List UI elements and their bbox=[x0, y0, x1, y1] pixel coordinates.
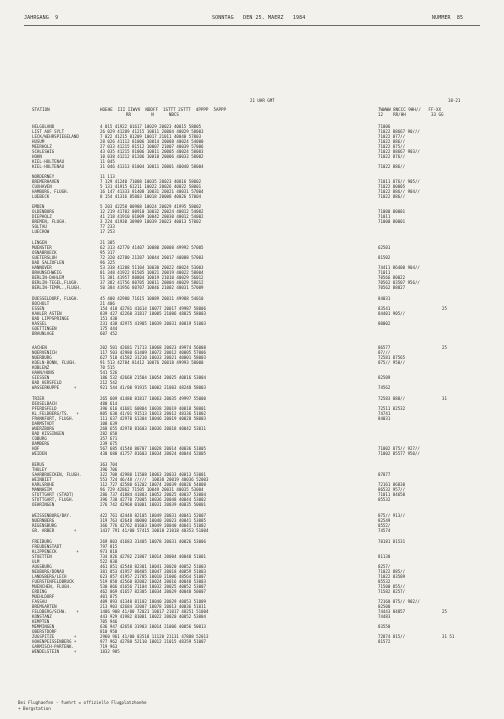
station-codes: 522 838 bbox=[100, 559, 118, 564]
station-codes: 7 129 41240 71008 10035 20023 40016 58002 bbox=[100, 179, 202, 184]
weather-groups: 84031 bbox=[378, 296, 391, 301]
station-codes: 21 305 bbox=[100, 240, 115, 245]
station-name: KL.FELDBERG/TS. + bbox=[32, 411, 79, 416]
time-row bbox=[0, 98, 504, 103]
station-name: STUTTGART, FLUGH. bbox=[32, 497, 74, 502]
weather-groups: 71002 85577 950// bbox=[378, 451, 420, 456]
station-codes: 322 708 42980 11508 10063 20033 40013 53001 bbox=[100, 472, 206, 477]
column-station: STATION bbox=[32, 107, 50, 112]
station-codes: 462 869 41657 82305 10034 20029 40048 50007 bbox=[100, 589, 206, 594]
weather-groups: 82500 bbox=[378, 604, 391, 609]
station-codes: 41 218 41910 01009 10042 20030 40012 54002 bbox=[100, 214, 204, 219]
station-name: LIST AUF SYLT bbox=[32, 129, 65, 134]
column-codes: HOEHE III IIWVV NDDFF 1STTT 2STTT 4PPPP 5APPP bbox=[100, 107, 227, 112]
station-name: KONSTANZ bbox=[32, 614, 52, 619]
station-codes: 396 706 bbox=[100, 467, 118, 472]
station-name: BAD HERSFELD bbox=[32, 380, 62, 385]
station-name: ERDING bbox=[32, 589, 47, 594]
station-codes: 154 410 42781 41614 10077 20017 49987 58006 bbox=[100, 306, 206, 311]
station-name: REGENSBURG bbox=[32, 523, 57, 528]
station-codes: 541 526 bbox=[100, 370, 118, 375]
station-codes: 366 776 42762 81603 10049 20040 40041 51002 bbox=[100, 523, 206, 528]
station-codes: 1486 908 41/00 72021 10017 21017 48251 51004 bbox=[100, 609, 209, 614]
station-codes: 7 022 41215 81209 10017 21011 40040 57003 bbox=[100, 134, 202, 139]
station-codes: 37 382 41756 80705 10011 20004 40029 58012 bbox=[100, 280, 204, 285]
station-codes: 45 400 42980 71615 10089 20011 49988 54010 bbox=[100, 296, 204, 301]
station-name: KLIPPENECK + bbox=[32, 549, 79, 554]
station-codes: 77 233 bbox=[100, 224, 115, 229]
weather-groups: 72160 875// 902// bbox=[378, 599, 420, 604]
weather-groups: 71022 886// bbox=[378, 164, 406, 169]
station-codes: 636 947 42658 31903 10014 21006 40056 50013 bbox=[100, 624, 206, 629]
station-row bbox=[0, 194, 504, 199]
station-name: OLDENBURG bbox=[32, 209, 55, 214]
column-header-2 bbox=[0, 112, 504, 117]
station-name: COBURG bbox=[32, 436, 47, 441]
weather-groups: 72583 888// bbox=[378, 396, 406, 401]
station-row bbox=[0, 285, 504, 290]
weather-groups: 87877 bbox=[378, 472, 391, 477]
station-row bbox=[0, 502, 504, 507]
station-codes: 11 045 bbox=[100, 159, 115, 164]
station-name: HELGOLAND bbox=[32, 124, 55, 129]
station-name: BOCHOLT bbox=[32, 301, 50, 306]
weather-groups: 71022 885// bbox=[378, 569, 406, 574]
station-codes: 396 616 41681 60804 10038 20019 40018 58001 bbox=[100, 406, 206, 411]
weather-groups: 71022 886// bbox=[378, 194, 406, 199]
station-codes: 443 929 41982 81001 10022 20020 40052 53004 bbox=[100, 614, 206, 619]
station-name: LECK/WEHRSPIEGELAND bbox=[32, 134, 79, 139]
station-name: WEISSENBURG/BAY. bbox=[32, 513, 72, 518]
station-codes: 839 427 42260 31817 10005 21006 48825 58003 bbox=[100, 311, 206, 316]
weather-groups: 74443 84857 bbox=[378, 609, 406, 614]
station-name: HOHENPEISSENBERG + bbox=[32, 639, 77, 644]
station-codes: 5 131 41915 61211 10022 20026 40022 58001 bbox=[100, 184, 202, 189]
weather-groups: 82549 bbox=[378, 518, 391, 523]
weather-groups: 71500 855// bbox=[378, 584, 406, 589]
station-codes: 12 219 41702 00910 10032 20024 40012 54002 bbox=[100, 209, 204, 214]
station-name: MEMMINGEN bbox=[32, 624, 55, 629]
weather-groups: 81572 bbox=[378, 639, 391, 644]
station-codes: 1437 791 41/00 57415 10018 21018 48353 51004 bbox=[100, 528, 209, 533]
station-name: GARMISCH-PARTENK. bbox=[32, 644, 74, 649]
station-name: BREMEN, FLUGH. bbox=[32, 219, 67, 224]
station-name: STOETTEN bbox=[32, 554, 52, 559]
station-codes: 8 154 41316 85803 10018 20008 40026 57004 bbox=[100, 194, 202, 199]
weather-groups: 80002 bbox=[378, 321, 391, 326]
weather-groups: 85532 bbox=[378, 497, 391, 502]
weather-groups: 82509 bbox=[378, 375, 391, 380]
weather-groups: 71022 80005 bbox=[378, 184, 406, 189]
station-name: LANDSBERG/LECH bbox=[32, 574, 67, 579]
station-name: BERLIN-DAHLEM bbox=[32, 275, 65, 280]
weather-groups: 84401 905// bbox=[378, 311, 406, 316]
station-row bbox=[0, 164, 504, 169]
weather-groups: 85532 bbox=[378, 579, 391, 584]
volume-label: JAHRGANG 9 bbox=[24, 15, 59, 21]
station-name: HOF bbox=[32, 446, 40, 451]
station-name: PFERDSFELD bbox=[32, 406, 57, 411]
station-name: BAD KISSINGEN bbox=[32, 431, 65, 436]
station-codes: 461 851 42540 82301 10041 20020 40052 51003 bbox=[100, 564, 206, 569]
station-codes: 480 614 bbox=[100, 401, 118, 406]
station-name: NORDERNEY bbox=[32, 174, 55, 179]
weather-groups: 86532 957// bbox=[378, 487, 406, 492]
station-name: AACHEN bbox=[32, 345, 47, 350]
station-codes: 70 515 bbox=[100, 365, 115, 370]
weather-groups: 71006 bbox=[378, 124, 391, 129]
station-codes: 186 532 42668 21504 10054 20025 40016 53004 bbox=[100, 375, 206, 380]
station-codes: 627 510 41582 31210 10033 20021 40001 58003 bbox=[100, 355, 206, 360]
time-range: 18-21 bbox=[448, 98, 461, 103]
station-name: BERLIN-TEMPL.,FLUGH. bbox=[32, 285, 82, 290]
station-codes: 96 325 bbox=[100, 260, 115, 265]
weather-groups: 72581 87565 bbox=[378, 355, 406, 360]
weather-groups: 83550 bbox=[378, 624, 391, 629]
column-weather: 7WWWW 8NCCC 9HH// FF-XX bbox=[378, 107, 442, 112]
station-codes: 3 224 41930 30909 10039 20023 40013 57002 bbox=[100, 219, 202, 224]
station-codes: 265 609 41480 81817 10063 20035 49997 55000 bbox=[100, 396, 206, 401]
station-name: THOLEY bbox=[32, 467, 47, 472]
station-name: BAD LIPPSPRINGE bbox=[32, 316, 69, 321]
station-name: KEMPTEN bbox=[32, 619, 50, 624]
footer-legend: + Bergstation bbox=[18, 706, 51, 711]
station-name: DUESSELDORF, FLUGH. bbox=[32, 296, 79, 301]
weather-groups: 71011 84650 bbox=[378, 492, 406, 497]
weather-groups: 71022 876// bbox=[378, 154, 406, 159]
station-name: ULM bbox=[32, 559, 40, 564]
weather-groups: 71022 877// bbox=[378, 134, 406, 139]
weather-groups: 72511 82532 bbox=[378, 406, 406, 411]
station-codes: 269 803 41683 31405 10078 20031 40026 53006 bbox=[100, 539, 206, 544]
station-codes: 31 046 41313 81004 10011 20001 40040 58004 bbox=[100, 164, 204, 169]
station-codes: 111 637 42970 61304 10046 20019 40028 58003 bbox=[100, 416, 206, 421]
station-name: WEINBIET bbox=[32, 477, 52, 482]
station-name: GR. ARBER + bbox=[32, 528, 77, 533]
gust-value: 25 bbox=[442, 345, 447, 350]
station-name: FREIBURG bbox=[32, 539, 52, 544]
weather-groups: 70562 83507 956// bbox=[378, 280, 420, 285]
weather-groups: 74562 bbox=[378, 385, 391, 390]
station-codes: 286 737 41884 41803 10052 20025 40037 53004 bbox=[100, 492, 206, 497]
station-codes: 231 438 42975 41905 10039 20031 40019 51003 bbox=[100, 321, 206, 326]
station-codes: 734 826 42782 21807 10014 20004 40040 51001 bbox=[100, 554, 206, 559]
station-name: MUENCHEN, FLUGH. bbox=[32, 584, 72, 589]
station-name: KARLSRUHE bbox=[32, 482, 55, 487]
weather-groups: 875// 913// bbox=[378, 513, 406, 518]
weather-groups: 87/// bbox=[378, 350, 391, 355]
station-name: KOBLENZ bbox=[32, 365, 50, 370]
station-name: DARMSTADT bbox=[32, 421, 55, 426]
weather-groups: 71000 80001 bbox=[378, 219, 406, 224]
station-name: FUERSTENFELDBRUCK bbox=[32, 579, 74, 584]
weather-groups: 71022 886// bbox=[378, 139, 406, 144]
station-codes: 51 381 41957 80804 10019 21010 40029 56012 bbox=[100, 275, 204, 280]
station-row bbox=[0, 528, 504, 533]
gust-value: 25 bbox=[442, 609, 447, 614]
station-name: HANNOVER bbox=[32, 265, 52, 270]
station-name: TRIER bbox=[32, 396, 45, 401]
station-codes: 28 026 41112 81006 10014 20008 40024 54000 bbox=[100, 139, 204, 144]
weather-groups: 71022 875// bbox=[378, 144, 406, 149]
station-name: GOETTINGEN bbox=[32, 326, 57, 331]
station-name: NUERBURG bbox=[32, 355, 52, 360]
station-codes: 202 501 42681 71713 10068 20023 49974 56008 bbox=[100, 345, 206, 350]
weather-groups: 83541 bbox=[378, 306, 391, 311]
weather-groups: 70562 88027 bbox=[378, 285, 406, 290]
weather-groups: 81130 bbox=[378, 554, 391, 559]
station-name: AUGSBURG bbox=[32, 564, 52, 569]
station-codes: 239 675 bbox=[100, 441, 118, 446]
weather-groups: 71011 bbox=[378, 270, 391, 275]
station-name: OEHRINGEN bbox=[32, 502, 55, 507]
station-codes: 401 875 bbox=[100, 594, 118, 599]
station-name: MUEHLDORF bbox=[32, 594, 55, 599]
weather-groups: 84031 bbox=[378, 416, 391, 421]
station-name: BERLIN-TEGEL,FLUGH. bbox=[32, 280, 79, 285]
station-name: BRAUNSCHWEIG bbox=[32, 270, 62, 275]
time-utc: 21 UHR GMT bbox=[250, 98, 275, 103]
station-codes: 381 853 41957 80405 10047 20018 40059 51003 bbox=[100, 569, 206, 574]
station-codes: 16 147 41333 81408 10031 20021 40031 57004 bbox=[100, 189, 204, 194]
station-codes: 357 671 bbox=[100, 436, 118, 441]
weather-groups: 74411 86400 904// bbox=[378, 265, 420, 270]
station-name: WEIDEN bbox=[32, 451, 47, 456]
station-name: BAD SALZUFLEN bbox=[32, 260, 65, 265]
station-codes: 2960 961 41/00 83518 11120 21131 47888 52013 bbox=[100, 634, 209, 639]
weather-groups: 71002 875// 927// bbox=[378, 446, 420, 451]
station-codes: 1832 985 bbox=[100, 649, 120, 654]
station-name: FRANKFURT, FLUGH. bbox=[32, 416, 74, 421]
station-codes: 21 406 bbox=[100, 301, 115, 306]
gust-value: 31 51 bbox=[442, 634, 455, 639]
weather-groups: 8257/ bbox=[378, 564, 391, 569]
station-name: MEERHOLZ bbox=[32, 144, 52, 149]
weather-groups: 71022 886// 904// bbox=[378, 189, 420, 194]
station-name: STUTTGART (STADT) bbox=[32, 492, 74, 497]
station-codes: 95 317 bbox=[100, 250, 115, 255]
station-codes: 567 685 41540 80707 10028 20014 40036 51005 bbox=[100, 446, 206, 451]
station-name: CUXHAVEN bbox=[32, 184, 52, 189]
station-name: NEUBURG/DONAU bbox=[32, 569, 65, 574]
station-codes: 519 858 42560 82002 10024 20016 40040 53003 bbox=[100, 579, 206, 584]
station-codes: 438 688 41757 81603 10034 20024 40044 52005 bbox=[100, 451, 206, 456]
station-name: FREUDENSTADT bbox=[32, 544, 62, 549]
weather-groups: 71022 83509 bbox=[378, 574, 406, 579]
station-codes: 26 029 41209 41215 10011 20004 40029 58003 bbox=[100, 129, 204, 134]
header-rule bbox=[24, 25, 480, 26]
station-codes: 810 958 bbox=[100, 629, 118, 634]
station-name: GIESSEN bbox=[32, 375, 50, 380]
weather-groups: 86577 bbox=[378, 345, 391, 350]
footer-note: Bei Flughaefen - fuehrt = offizielle Flugplatzhoehe bbox=[18, 700, 147, 705]
station-codes: 973 818 bbox=[100, 549, 118, 554]
column-codes-2: RR N NBCS bbox=[126, 112, 179, 117]
weather-groups: 81502 bbox=[378, 255, 391, 260]
station-codes: 623 857 41957 21705 10010 21006 48564 51007 bbox=[100, 574, 206, 579]
station-codes: 363 704 bbox=[100, 462, 118, 467]
station-codes: 607 452 bbox=[100, 331, 118, 336]
station-codes: 43 035 41215 81006 10011 20005 40024 58003 bbox=[100, 149, 204, 154]
station-codes: 977 962 42788 52110 10012 21015 48359 51007 bbox=[100, 639, 206, 644]
station-codes: 268 655 42970 81603 10036 20018 40042 53011 bbox=[100, 426, 206, 431]
station-codes: 91 513 42784 81412 10076 20018 49993 58000 bbox=[100, 360, 204, 365]
station-name: FASSAU bbox=[32, 599, 47, 604]
station-row bbox=[0, 385, 504, 390]
weather-groups: 70181 81531 bbox=[378, 539, 406, 544]
station-name: KIEL-HOLTENAU bbox=[32, 159, 65, 164]
station-codes: 921 544 41/00 91915 10002 21003 48248 58003 bbox=[100, 385, 206, 390]
station-name: LUECHOW bbox=[32, 229, 50, 234]
gust-value: 31 bbox=[442, 396, 447, 401]
station-name: HOHN bbox=[32, 154, 42, 159]
station-name: WENDELSTEIN + bbox=[32, 649, 77, 654]
weather-groups: 71000 80001 bbox=[378, 209, 406, 214]
station-name: BREMGARTEN bbox=[32, 604, 57, 609]
station-codes: 72 320 42780 21207 10044 20017 40008 57003 bbox=[100, 255, 204, 260]
station-codes: 212 542 bbox=[100, 380, 118, 385]
weather-groups: 70566 80022 bbox=[378, 275, 406, 280]
weather-groups: 71011 bbox=[378, 214, 391, 219]
station-codes: 396 738 42770 72005 10036 20048 40044 53002 bbox=[100, 497, 206, 502]
station-codes: 213 903 42684 32007 10078 20013 40036 51011 bbox=[100, 604, 206, 609]
station-codes: 422 761 42448 82105 10049 20031 40041 52007 bbox=[100, 513, 206, 518]
station-name: MANNHEIM bbox=[32, 487, 52, 492]
station-codes: 17 253 bbox=[100, 229, 115, 234]
issue-number: NUMMER 85 bbox=[432, 15, 464, 21]
station-row bbox=[0, 331, 504, 336]
weather-groups: 875// 950// bbox=[378, 360, 406, 365]
station-codes: 4 015 41922 01617 10029 20023 40015 58005 bbox=[100, 124, 202, 129]
station-codes: 797 815 bbox=[100, 544, 118, 549]
station-codes: 719 963 bbox=[100, 644, 118, 649]
weather-groups: 74483 bbox=[378, 614, 391, 619]
station-name: HAHN/HUNS bbox=[32, 370, 55, 375]
station-codes: 108 639 bbox=[100, 421, 118, 426]
station-name: MUENSTER bbox=[32, 245, 52, 250]
station-row bbox=[0, 649, 504, 654]
station-codes: 117 503 42980 61409 10072 20012 40005 57006 bbox=[100, 350, 206, 355]
station-name: NUERNBERG bbox=[32, 518, 55, 523]
station-name: OBERSTDORF bbox=[32, 629, 57, 634]
station-name: ESSEN bbox=[32, 306, 45, 311]
station-codes: 530 866 41656 71104 10032 20025 40052 53007 bbox=[100, 584, 206, 589]
station-codes: 62 313 42770 41407 10080 20008 49992 57005 bbox=[100, 245, 204, 250]
station-name: BERUS bbox=[32, 462, 45, 467]
station-name: HAMBURG, FLUGH. bbox=[32, 189, 69, 194]
station-name: ZUGSPITZE + bbox=[32, 634, 77, 639]
station-name: BREMERHAVEN bbox=[32, 179, 60, 184]
station-name: SAARBRUECKEN, FLUGH. bbox=[32, 472, 82, 477]
weather-groups: 8552/ bbox=[378, 523, 391, 528]
station-codes: 282 658 bbox=[100, 431, 118, 436]
station-row bbox=[0, 229, 504, 234]
gust-value: 25 bbox=[442, 306, 447, 311]
station-name: GUETERSLOH bbox=[32, 255, 57, 260]
weather-groups: 74741 bbox=[378, 411, 391, 416]
station-name: NOERVENICH bbox=[32, 350, 57, 355]
station-codes: 553 724 46/48 ///// 10038 20019 40036 52003 bbox=[100, 477, 209, 482]
station-codes: 53 338 41208 51104 10030 20022 40024 53003 bbox=[100, 265, 204, 270]
station-name: KOELN-BONN, FLUGH. bbox=[32, 360, 77, 365]
weather-groups: 71022 88667 90/// bbox=[378, 129, 420, 134]
weather-groups: 71011 876// 905// bbox=[378, 179, 420, 184]
weather-groups: 72874 815// bbox=[378, 634, 406, 639]
station-name: OSNABRUECK bbox=[32, 250, 57, 255]
station-row bbox=[0, 451, 504, 456]
station-codes: 96 729 42862 71505 10049 20031 40035 53004 bbox=[100, 487, 204, 492]
station-name: HUSUM bbox=[32, 139, 45, 144]
weather-groups: 71582 8257/ bbox=[378, 589, 406, 594]
station-name: WASSERKUPPE + bbox=[32, 385, 77, 390]
weather-groups: 74574 bbox=[378, 528, 391, 533]
report-date: SONNTAG DEN 25. MAERZ 1984 bbox=[212, 15, 306, 21]
station-name: FELDBERG/SCHW. + bbox=[32, 609, 79, 614]
station-codes: 319 763 42648 40000 10040 20023 40041 53005 bbox=[100, 518, 206, 523]
station-codes: 175 444 bbox=[100, 326, 118, 331]
station-name: EMDEN bbox=[32, 204, 45, 209]
station-codes: 50 384 41956 80707 10046 21002 40031 57009 bbox=[100, 285, 204, 290]
station-codes: 5 203 42258 00908 10024 20029 41995 58002 bbox=[100, 204, 202, 209]
station-codes: 409 893 41340 81102 10040 20029 40053 51009 bbox=[100, 599, 206, 604]
station-name: LUEBECK bbox=[32, 194, 50, 199]
station-name: KAHLER ASTEN bbox=[32, 311, 62, 316]
station-name: BAMBERG bbox=[32, 441, 50, 446]
station-codes: 705 946 bbox=[100, 619, 118, 624]
station-codes: 11 113 bbox=[100, 174, 115, 179]
station-name: KIEL-HOLTENAU bbox=[32, 164, 65, 169]
station-name: KASSEL bbox=[32, 321, 47, 326]
station-codes: 112 727 42580 61202 10074 20039 40026 54008 bbox=[100, 482, 206, 487]
station-codes: 27 033 41215 81512 10007 21007 40039 57006 bbox=[100, 144, 204, 149]
station-codes: 151 430 bbox=[100, 316, 118, 321]
station-name: SOLTAU bbox=[32, 224, 47, 229]
column-weather-2: 12 RR/HH 33 GG bbox=[378, 112, 444, 117]
station-name: DEUSELBACH bbox=[32, 401, 57, 406]
station-codes: 81 348 41922 81505 10021 20019 40022 58004 bbox=[100, 270, 204, 275]
station-name: SCHLESWIG bbox=[32, 149, 55, 154]
station-name: LINGEN bbox=[32, 240, 47, 245]
weather-groups: 72161 86830 bbox=[378, 482, 406, 487]
station-name: DIEPHOLZ bbox=[32, 214, 52, 219]
station-name: WUERZBURG bbox=[32, 426, 55, 431]
station-name: BRAUNLAGE bbox=[32, 331, 55, 336]
station-codes: 10 038 41212 81206 10018 20006 40033 58002 bbox=[100, 154, 204, 159]
weather-groups: 62501 bbox=[378, 245, 391, 250]
weather-groups: 71022 88667 903// bbox=[378, 149, 420, 154]
station-codes: 805 630 41/01 91513 10013 20012 48336 51002 bbox=[100, 411, 206, 416]
station-codes: 276 742 42968 01001 10031 20039 40035 50001 bbox=[100, 502, 206, 507]
